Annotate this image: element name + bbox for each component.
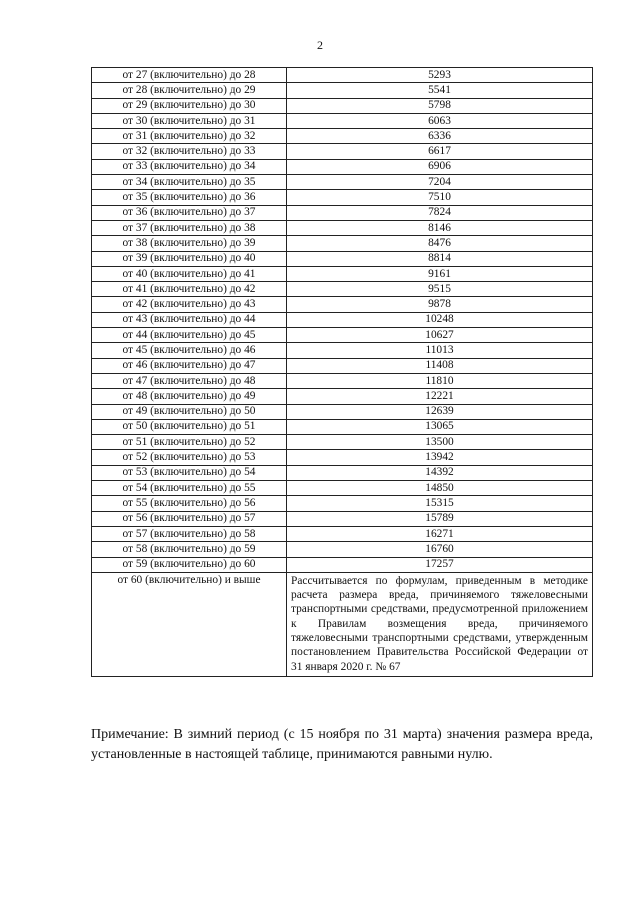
damage-value-cell: 9515 (287, 282, 593, 297)
table-row (92, 450, 593, 465)
axle-load-range-cell: от 48 (включительно) до 49 (92, 389, 287, 404)
table-row (92, 389, 593, 404)
axle-load-range-cell: от 37 (включительно) до 38 (92, 220, 287, 235)
axle-load-range-cell: от 54 (включительно) до 55 (92, 481, 287, 496)
axle-load-range-cell: от 50 (включительно) до 51 (92, 419, 287, 434)
axle-load-range-cell: от 40 (включительно) до 41 (92, 266, 287, 281)
damage-rate-table (91, 67, 593, 677)
damage-value-cell: 5293 (287, 68, 593, 83)
damage-value-cell: 14850 (287, 481, 593, 496)
damage-value-cell: 11810 (287, 373, 593, 388)
axle-load-range-cell: от 52 (включительно) до 53 (92, 450, 287, 465)
damage-value-cell: 6063 (287, 113, 593, 128)
table-row (92, 205, 593, 220)
axle-load-range-cell: от 28 (включительно) до 29 (92, 83, 287, 98)
table-row (92, 175, 593, 190)
damage-value-cell: 5541 (287, 83, 593, 98)
axle-load-range-cell: от 30 (включительно) до 31 (92, 113, 287, 128)
axle-load-range-cell: от 59 (включительно) до 60 (92, 557, 287, 572)
table-row (92, 98, 593, 113)
table-row (92, 282, 593, 297)
axle-load-range-cell: от 60 (включительно) и выше (92, 572, 287, 676)
table-row (92, 129, 593, 144)
damage-value-cell: 8814 (287, 251, 593, 266)
table-row (92, 68, 593, 83)
table-row (92, 419, 593, 434)
table-row (92, 542, 593, 557)
damage-value-cell: 5798 (287, 98, 593, 113)
damage-value-cell: 8146 (287, 220, 593, 235)
damage-value-cell: 7204 (287, 175, 593, 190)
axle-load-range-cell: от 58 (включительно) до 59 (92, 542, 287, 557)
axle-load-range-cell: от 33 (включительно) до 34 (92, 159, 287, 174)
table-row (92, 83, 593, 98)
damage-value-cell: 16271 (287, 526, 593, 541)
axle-load-range-cell: от 46 (включительно) до 47 (92, 358, 287, 373)
damage-value-cell: 11013 (287, 343, 593, 358)
table-row (92, 343, 593, 358)
axle-load-range-cell: от 45 (включительно) до 46 (92, 343, 287, 358)
damage-value-cell: 7510 (287, 190, 593, 205)
axle-load-range-cell: от 31 (включительно) до 32 (92, 129, 287, 144)
winter-period-note: Примечание: В зимний период (с 15 ноября по 31 марта) значения размера вреда, установленные в настоящей таблице, принимаются равными нулю. (91, 727, 593, 762)
axle-load-range-cell: от 53 (включительно) до 54 (92, 465, 287, 480)
axle-load-range-cell: от 43 (включительно) до 44 (92, 312, 287, 327)
table-row (92, 373, 593, 388)
table-row (92, 266, 593, 281)
damage-value-cell: 9161 (287, 266, 593, 281)
table-row (92, 220, 593, 235)
axle-load-range-cell: от 39 (включительно) до 40 (92, 251, 287, 266)
damage-value-cell: 6906 (287, 159, 593, 174)
damage-value-cell: 15789 (287, 511, 593, 526)
axle-load-range-cell: от 36 (включительно) до 37 (92, 205, 287, 220)
damage-value-cell: 13942 (287, 450, 593, 465)
axle-load-range-cell: от 55 (включительно) до 56 (92, 496, 287, 511)
table-row (92, 526, 593, 541)
axle-load-range-cell: от 27 (включительно) до 28 (92, 68, 287, 83)
axle-load-range-cell: от 49 (включительно) до 50 (92, 404, 287, 419)
axle-load-range-cell: от 34 (включительно) до 35 (92, 175, 287, 190)
table-row (92, 144, 593, 159)
table-row (92, 113, 593, 128)
axle-load-range-cell: от 57 (включительно) до 58 (92, 526, 287, 541)
axle-load-range-cell: от 56 (включительно) до 57 (92, 511, 287, 526)
table-row (92, 190, 593, 205)
table-row (92, 312, 593, 327)
table-row (92, 557, 593, 572)
axle-load-range-cell: от 47 (включительно) до 48 (92, 373, 287, 388)
axle-load-range-cell: от 32 (включительно) до 33 (92, 144, 287, 159)
damage-value-cell: 10248 (287, 312, 593, 327)
axle-load-range-cell: от 42 (включительно) до 43 (92, 297, 287, 312)
damage-value-cell: 6336 (287, 129, 593, 144)
table-row (92, 297, 593, 312)
axle-load-range-cell: от 44 (включительно) до 45 (92, 328, 287, 343)
table-row (92, 236, 593, 251)
table-row (92, 435, 593, 450)
calculation-method-cell: Рассчитывается по формулам, приведенным в методике расчета размера вреда, причиняемого тяжеловесными транспортными средствами, предусмотренной приложением к Правилам возмещения вреда, причиняемого тяжеловесными транспортными средствами, утвержденным постановлением Правительства Российской Федерации от 31 января 2020 г. № 67 (287, 572, 593, 676)
table-row (92, 159, 593, 174)
damage-value-cell: 13500 (287, 435, 593, 450)
table-body (92, 68, 593, 677)
axle-load-range-cell: от 38 (включительно) до 39 (92, 236, 287, 251)
damage-value-cell: 13065 (287, 419, 593, 434)
table-row (92, 358, 593, 373)
axle-load-range-cell: от 35 (включительно) до 36 (92, 190, 287, 205)
damage-value-cell: 16760 (287, 542, 593, 557)
page-number: 2 (317, 38, 323, 52)
axle-load-range-cell: от 41 (включительно) до 42 (92, 282, 287, 297)
table-row-last (92, 572, 593, 676)
table-row (92, 496, 593, 511)
table-row (92, 481, 593, 496)
damage-value-cell: 12221 (287, 389, 593, 404)
damage-value-cell: 9878 (287, 297, 593, 312)
damage-value-cell: 12639 (287, 404, 593, 419)
damage-value-cell: 14392 (287, 465, 593, 480)
table-row (92, 511, 593, 526)
damage-value-cell: 11408 (287, 358, 593, 373)
table-row (92, 251, 593, 266)
damage-value-cell: 8476 (287, 236, 593, 251)
damage-value-cell: 7824 (287, 205, 593, 220)
damage-value-cell: 17257 (287, 557, 593, 572)
axle-load-range-cell: от 51 (включительно) до 52 (92, 435, 287, 450)
table-row (92, 404, 593, 419)
damage-value-cell: 15315 (287, 496, 593, 511)
damage-value-cell: 6617 (287, 144, 593, 159)
damage-value-cell: 10627 (287, 328, 593, 343)
axle-load-range-cell: от 29 (включительно) до 30 (92, 98, 287, 113)
table-row (92, 465, 593, 480)
table-row (92, 328, 593, 343)
